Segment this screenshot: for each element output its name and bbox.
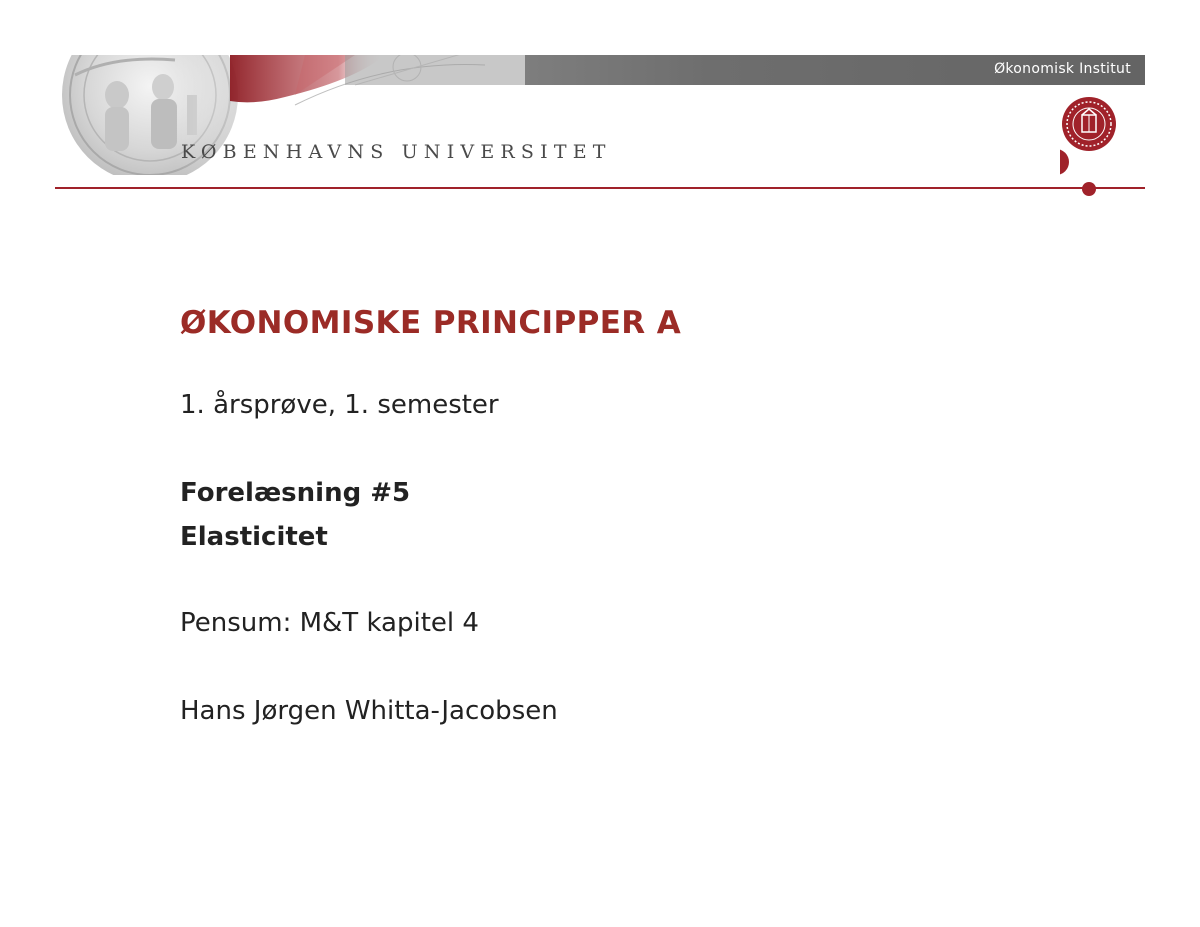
institute-label: Økonomisk Institut <box>994 61 1131 77</box>
lecture-topic: Elasticitet <box>180 522 328 552</box>
header-divider <box>55 187 1145 189</box>
semester-info: 1. årsprøve, 1. semester <box>180 390 499 420</box>
course-title: ØKONOMISKE PRINCIPPER A <box>180 305 682 341</box>
slide-header <box>55 55 1145 195</box>
ku-crest-logo-icon <box>1060 95 1130 200</box>
lecturer-name: Hans Jørgen Whitta-Jacobsen <box>180 696 558 726</box>
curriculum: Pensum: M&T kapitel 4 <box>180 608 479 638</box>
lecture-number: Forelæsning #5 <box>180 478 411 508</box>
university-name: KØBENHAVNS UNIVERSITET <box>181 141 612 163</box>
